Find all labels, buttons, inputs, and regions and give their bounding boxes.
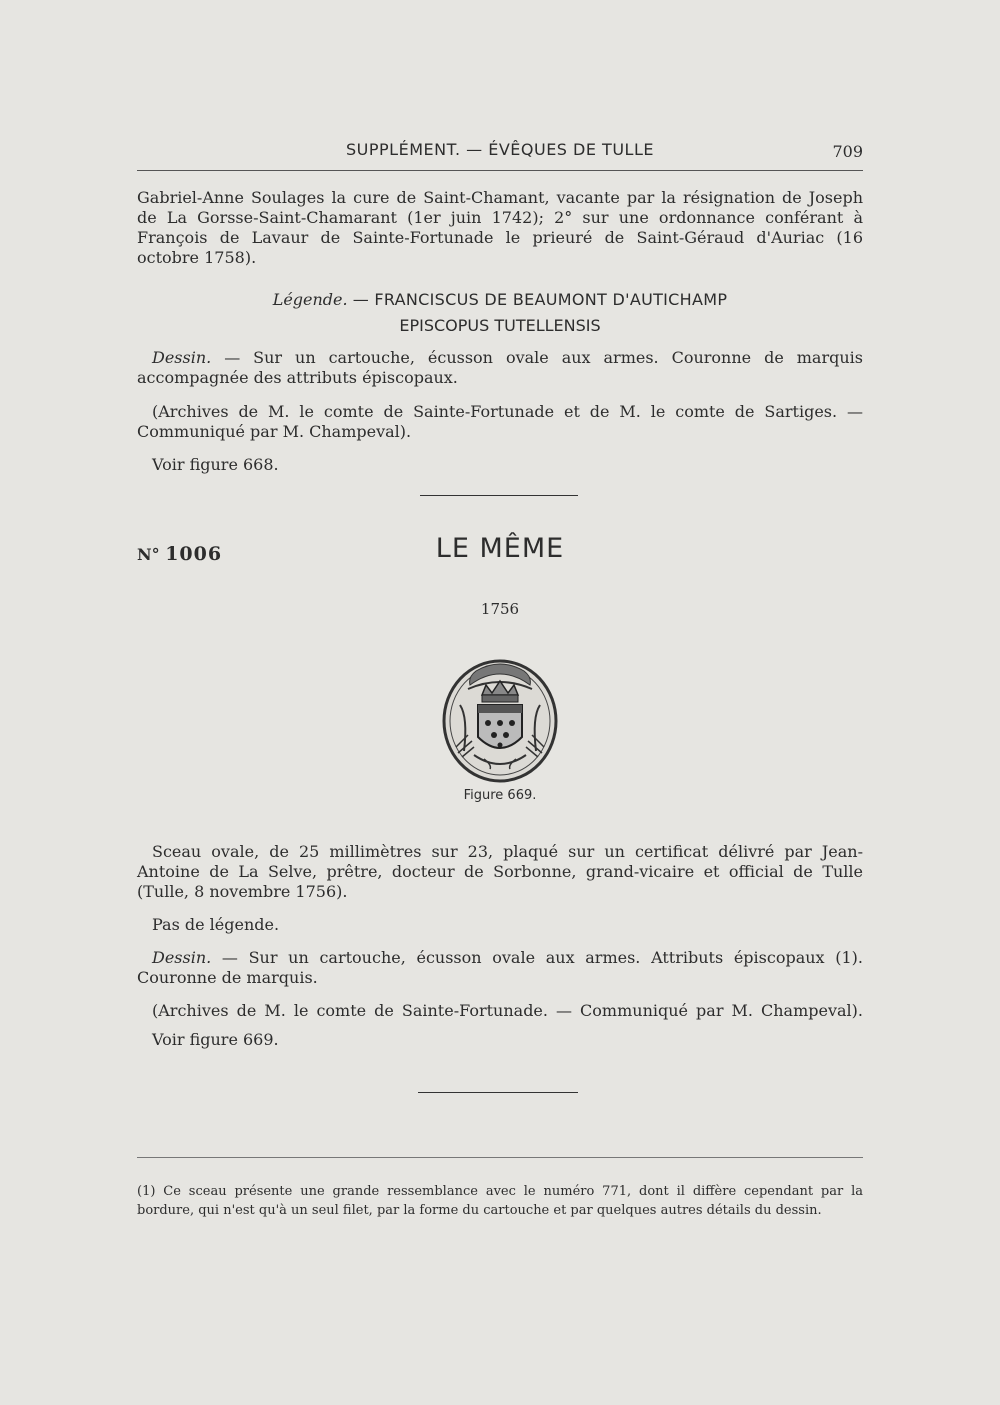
- text-line: (Tulle, 8 novembre 1756).: [137, 882, 348, 901]
- paragraph-continuation: [137, 188, 863, 268]
- text-line: [137, 948, 863, 968]
- archives-paragraph-2: [137, 1001, 863, 1021]
- text-line: de La Gorsse-Saint-Chamarant (1er juin 1742); 2° sur une ordonnance conférant à: [137, 208, 863, 227]
- entry-year: 1756: [480, 600, 520, 618]
- text-line: [137, 348, 863, 368]
- figure-reference: Voir figure 668.: [152, 455, 279, 474]
- figure-reference-2: Voir figure 669.: [152, 1030, 279, 1049]
- figure-caption: Figure 669.: [463, 788, 537, 803]
- text-line: Sceau ovale, de 25 millimètres sur 23, plaqué sur un certificat délivré par Jean-: [152, 842, 863, 861]
- text-line: Communiqué par M. Champeval).: [137, 422, 412, 441]
- footnote: (1) Ce sceau présente une grande ressemblance avec le numéro 771, dont il diffère cependant par la bordure, qui n'est qu'à un seul filet, par la forme du cartouche et par quelques autres détails du dessin.: [137, 1184, 863, 1218]
- no-legend-note: Pas de légende.: [152, 915, 280, 934]
- legend-line-1: [0, 290, 1000, 309]
- dessin-label: Dessin.: [152, 948, 212, 967]
- archives-paragraph: [137, 402, 863, 442]
- legend-label: Légende.: [272, 290, 348, 309]
- entry-number-prefix: N°: [137, 545, 160, 564]
- running-header: [137, 140, 863, 164]
- text-line: accompagnée des attributs épiscopaux.: [137, 368, 458, 387]
- seal-of-arms-icon: [440, 655, 560, 785]
- text-line: Gabriel-Anne Soulages la cure de Saint-Chamant, vacante par la résignation de Joseph: [137, 188, 863, 207]
- section-divider: [420, 495, 578, 496]
- description-paragraph: [137, 842, 863, 902]
- text-line: (Archives de M. le comte de Sainte-Fortunade et de M. le comte de Sartiges. —: [152, 402, 863, 421]
- text-line: François de Lavaur de Sainte-Fortunade le prieuré de Saint-Géraud d'Auriac (16: [137, 228, 863, 247]
- entry-title: LE MÊME: [435, 533, 565, 564]
- text-line: Antoine de La Selve, prêtre, docteur de Sorbonne, grand-vicaire et official de Tulle: [137, 862, 863, 881]
- legend-text: — FRANCISCUS DE BEAUMONT D'AUTICHAMP: [352, 290, 728, 309]
- text-line: (Archives de M. le comte de Sainte-Fortunade. — Communiqué par M. Champeval).: [152, 1001, 863, 1020]
- entry-number-value: 1006: [165, 543, 223, 565]
- text-line: octobre 1758).: [137, 248, 257, 267]
- dessin-label: Dessin.: [152, 348, 212, 367]
- dessin-text: — Sur un cartouche, écusson ovale aux armes. Attributs épiscopaux (1).: [221, 948, 863, 967]
- dessin-paragraph: [137, 348, 863, 388]
- dessin-paragraph-2: [137, 948, 863, 988]
- header-rule: [137, 170, 863, 171]
- header-title: SUPPLÉMENT. — ÉVÊQUES DE TULLE: [346, 140, 654, 159]
- footnote-rule: [137, 1157, 863, 1158]
- dessin-text: — Sur un cartouche, écusson ovale aux armes. Couronne de marquis: [224, 348, 863, 367]
- legend-line-2: EPISCOPUS TUTELLENSIS: [399, 316, 601, 335]
- page-number: 709: [832, 142, 863, 161]
- text-line: Couronne de marquis.: [137, 968, 318, 987]
- section-divider-2: [418, 1092, 578, 1093]
